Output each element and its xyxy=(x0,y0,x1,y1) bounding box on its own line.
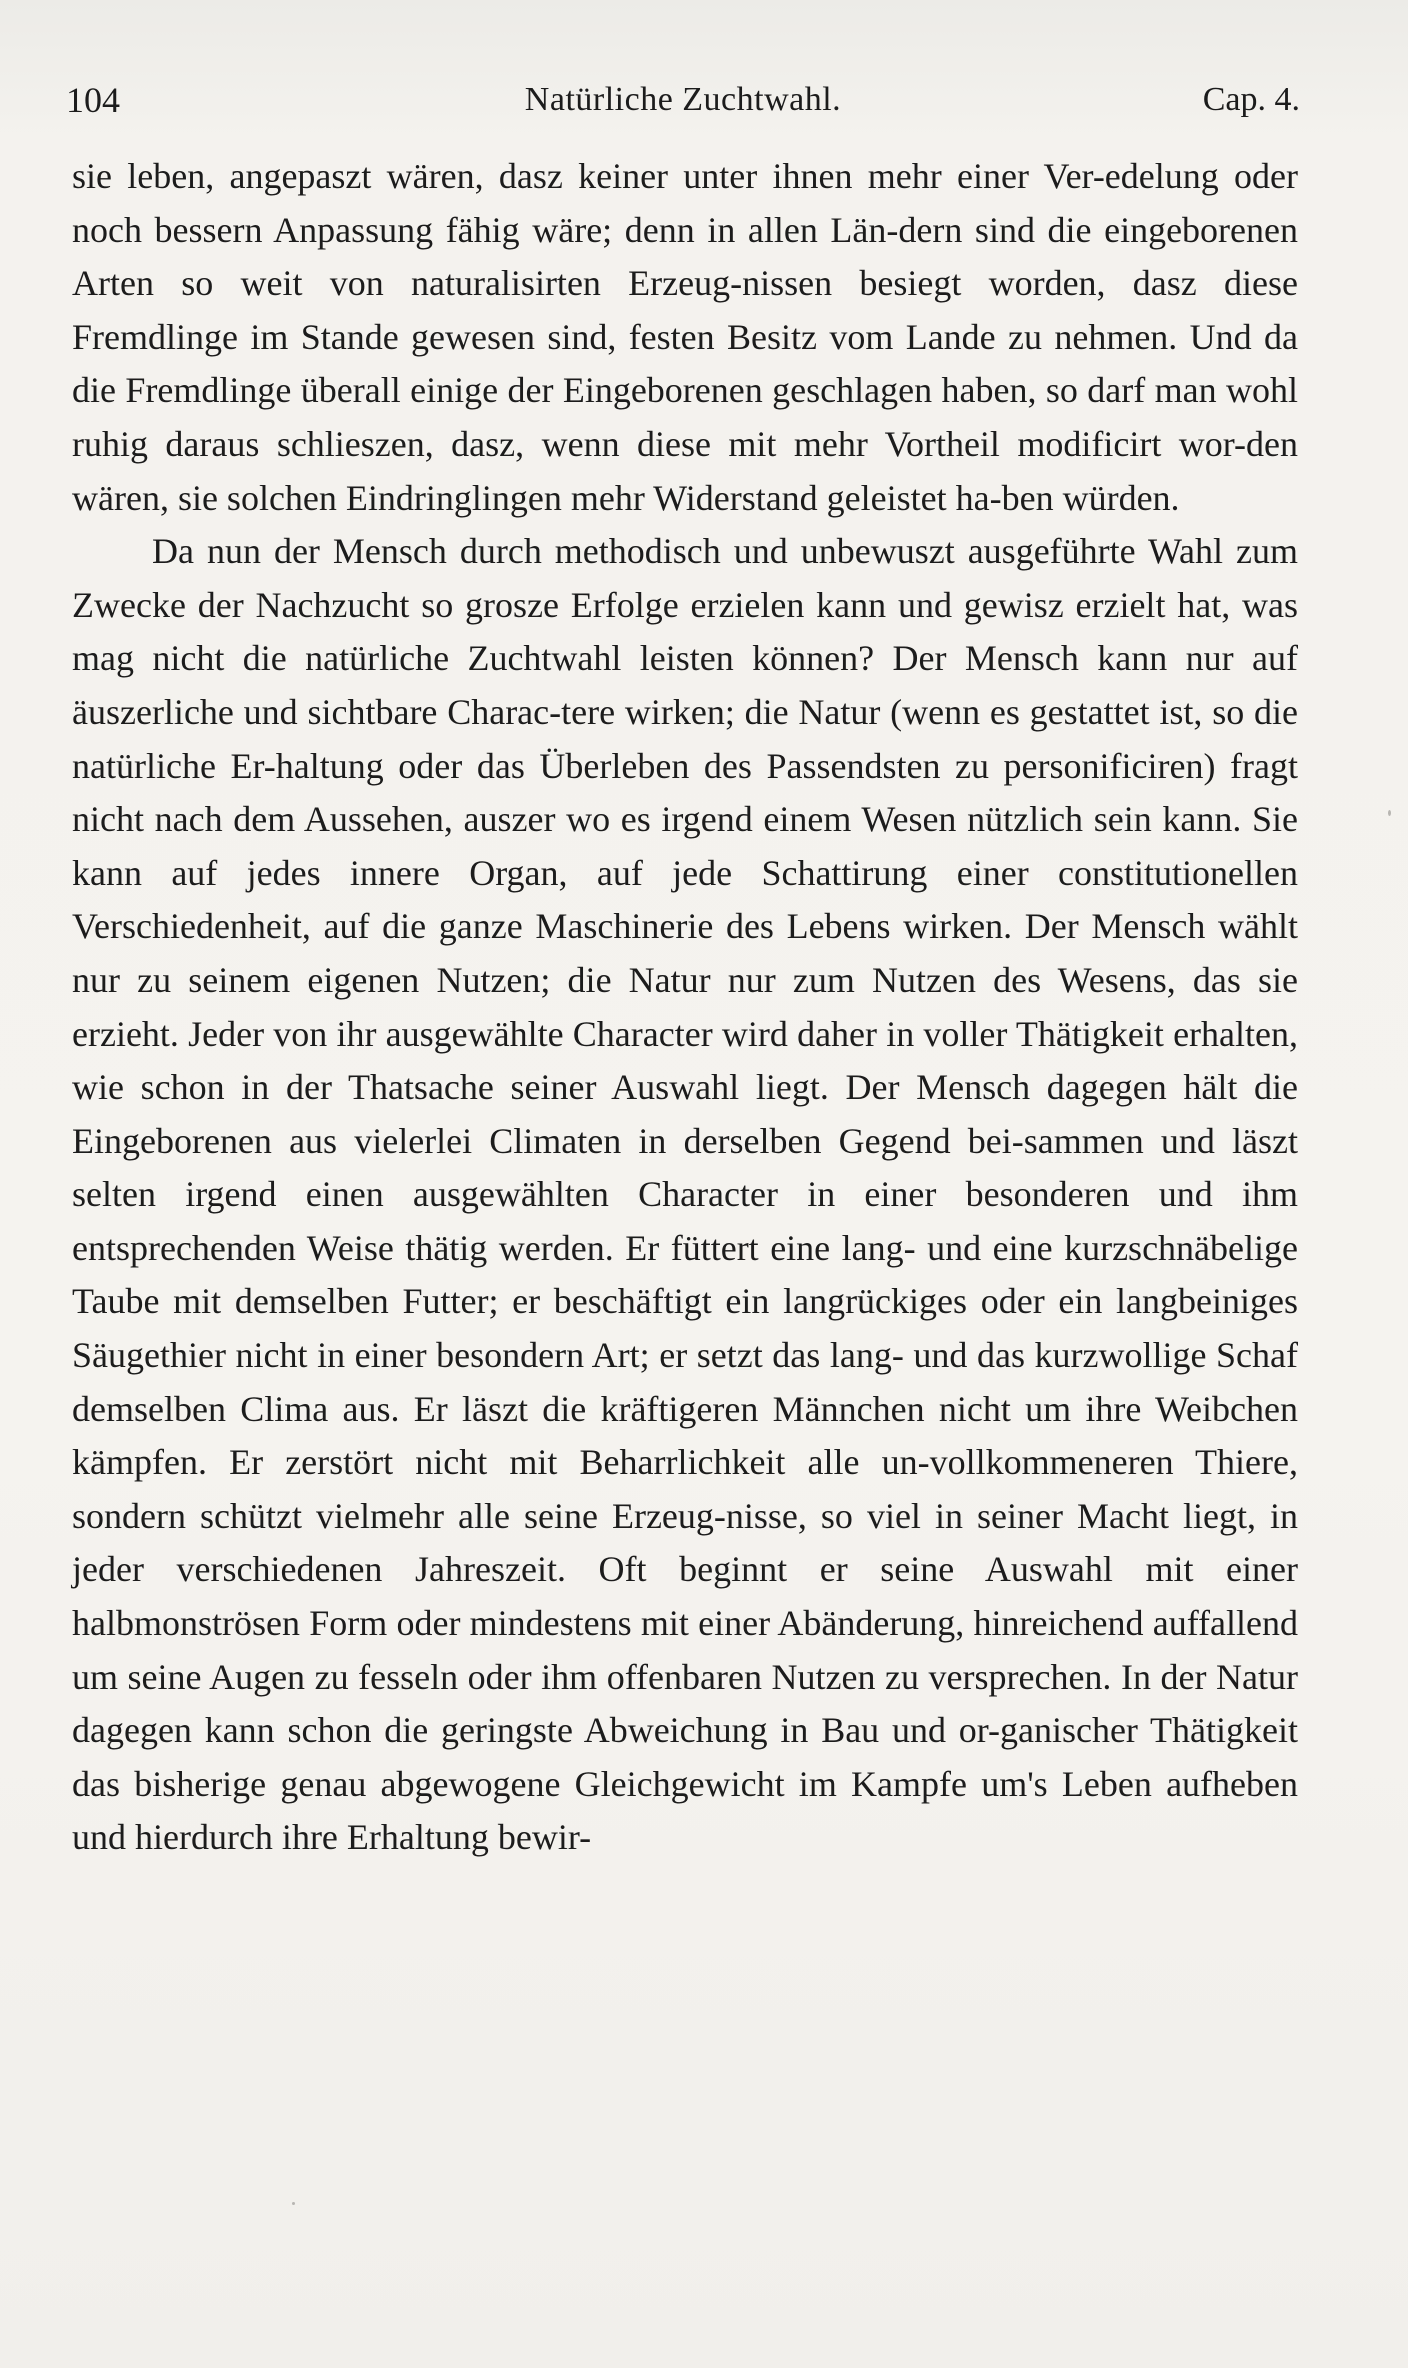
paragraph: Da nun der Mensch durch methodisch und unbewuszt ausgeführte Wahl zum Zwecke der Nachzucht so grosze Erfolge erzielen kann und gewisz erzielt hat, was mag nicht die natürliche Zuchtwahl leisten können? Der Mensch kann nur auf äuszerliche und sichtbare Charac-tere wirken; die Natur (wenn es gestattet ist, so die natürliche Er-haltung oder das Überleben des Passendsten zu personificiren) fragt nicht nach dem Aussehen, auszer wo es irgend einem Wesen nützlich sein kann. Sie kann auf jedes innere Organ, auf jede Schattirung einer constitutionellen Verschiedenheit, auf die ganze Maschinerie des Lebens wirken. Der Mensch wählt nur zu seinem eigenen Nutzen; die Natur nur zum Nutzen des Wesens, das sie erzieht. Jeder von ihr ausgewählte Character wird daher in voller Thätigkeit erhalten, wie schon in der Thatsache seiner Auswahl liegt. Der Mensch dagegen hält die Eingeborenen aus vielerlei Climaten in derselben Gegend bei-sammen und läszt selten irgend einen ausgewählten Character in einer besonderen und ihm entsprechenden Weise thätig werden. Er füttert eine lang- und eine kurzschnäbelige Taube mit demselben Futter; er beschäftigt ein langrückiges oder ein langbeiniges Säugethier nicht in einer besondern Art; er setzt das lang- und das kurzwollige Schaf demselben Clima aus. Er läszt die kräftigeren Männchen nicht um ihre Weibchen kämpfen. Er zerstört nicht mit Beharrlichkeit alle un-vollkommeneren Thiere, sondern schützt vielmehr alle seine Erzeug-nisse, so viel in seiner Macht liegt, in jeder verschiedenen Jahreszeit. Oft beginnt er seine Auswahl mit einer halbmonströsen Form oder mindestens mit einer Abänderung, hinreichend auffallend um seine Augen zu fesseln oder ihm offenbaren Nutzen zu versprechen. In der Natur dagegen kann schon die geringste Abweichung in Bau und or-ganischer Thätigkeit das bisherige genau abgewogene Gleichgewicht im Kampfe um's Leben aufheben und hierdurch ihre Erhaltung bewir- xyxy=(72,531,1298,1858)
running-title: Natürliche Zuchtwahl. xyxy=(524,81,842,118)
page-number: 104 xyxy=(66,80,120,120)
running-head xyxy=(66,72,1300,128)
paper-speck xyxy=(1388,810,1391,816)
paragraph: sie leben, angepaszt wären, dasz keiner unter ihnen mehr einer Ver-edelung oder noch bessern Anpassung fähig wäre; denn in allen Län-dern sind die eingeborenen Arten so weit von naturalisirten Erzeug-nissen besiegt worden, dasz diese Fremdlinge im Stande gewesen sind, festen Besitz vom Lande zu nehmen. Und da die Fremdlinge überall einige der Eingeborenen geschlagen haben, so darf man wohl ruhig daraus schlieszen, dasz, wenn diese mit mehr Vortheil modificirt wor-den wären, sie solchen Eindringlingen mehr Widerstand geleistet ha-ben würden. xyxy=(72,156,1298,518)
body-text xyxy=(72,150,1298,1865)
chapter-reference: Cap. 4. xyxy=(1202,81,1300,118)
paper-speck xyxy=(292,2202,295,2205)
